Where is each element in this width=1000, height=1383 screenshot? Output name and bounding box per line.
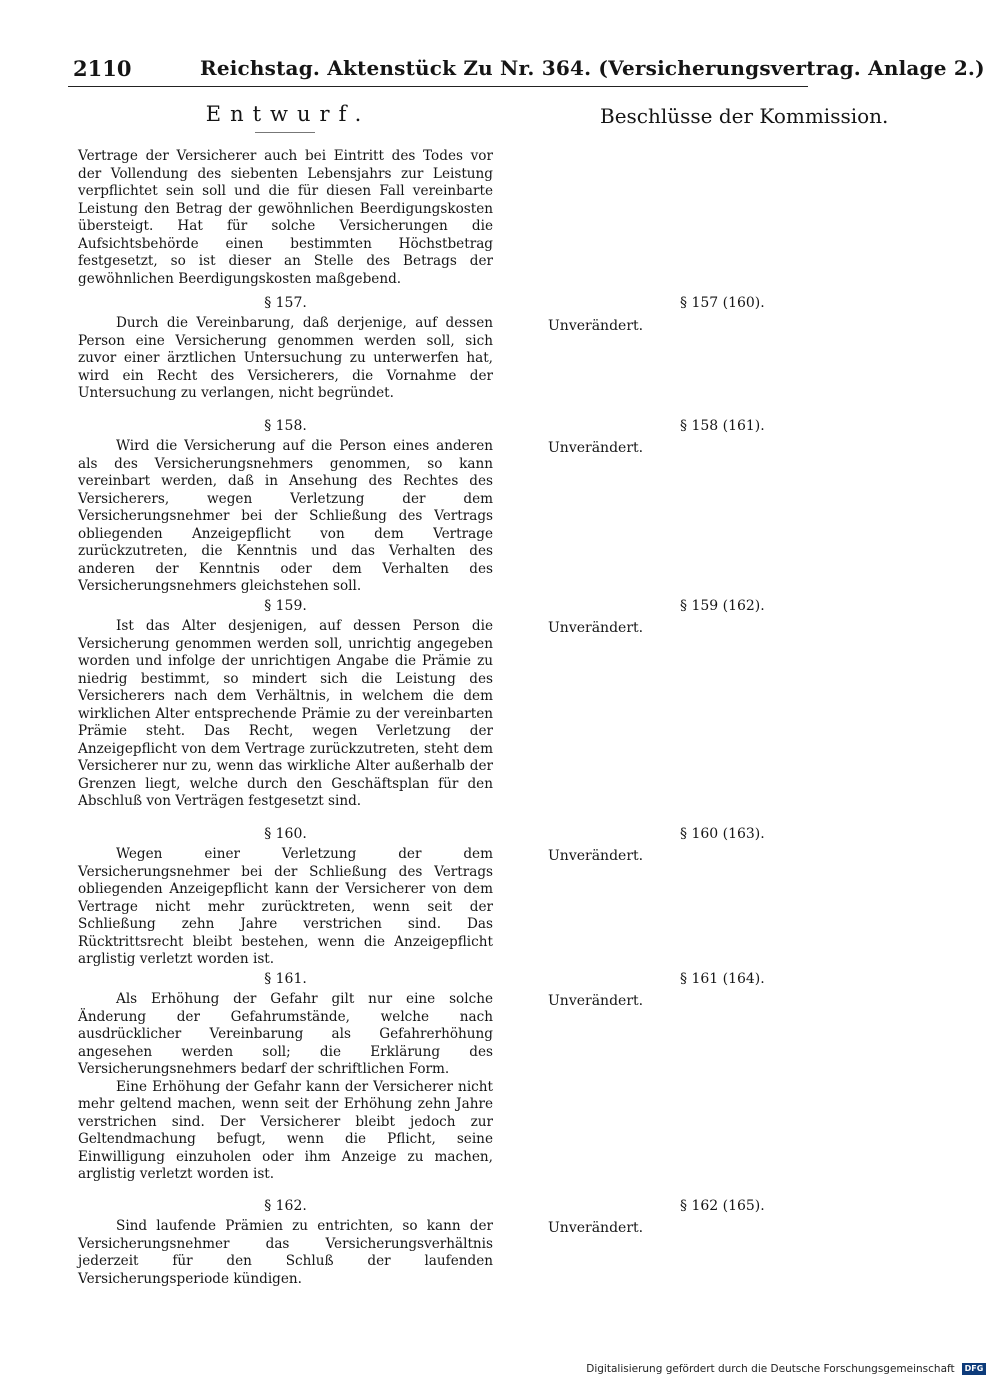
heading-rule — [255, 132, 315, 133]
commission-column-heading: Beschlüsse der Kommission. — [600, 104, 889, 128]
section-title: § 160. — [264, 826, 307, 842]
section-paragraph: Sind laufende Prämien zu entrichten, so kann der Versicherungsnehmer das Versicherungsverhältnis jederzeit für den Schluß der laufenden Versicherungsperiode kündigen. — [78, 1218, 493, 1287]
section-162 — [78, 1198, 493, 1288]
commission-status: Unverändert. — [548, 848, 644, 864]
section-paragraph: Durch die Vereinbarung, daß derjenige, auf dessen Person eine Versicherung genommen werden soll, sich zuvor einer ärztlichen Untersuchung zu unterwerfen hat, wird ein Recht des Versicherers, die Vornahme der Untersuchung zu verlangen, nicht begründet. — [78, 315, 493, 401]
dfg-logo: DFG — [962, 1363, 986, 1375]
intro-block — [78, 148, 493, 288]
credit-text: Digitalisierung gefördert durch die Deutsche Forschungsgemeinschaft — [586, 1363, 955, 1375]
intro-paragraph: Vertrage der Versicherer auch bei Eintritt des Todes vor der Vollendung des siebenten Lebensjahrs zur Leistung verpflichtet sein soll und die für diesen Fall vereinbarte Leistung den Betrag der gewöhnlichen Beerdigungskosten übersteigt. Hat für solche Versicherungen die Aufsichtsbehörde einen bestimmten Höchstbetrag festgesetzt, so ist dieser an Stelle des Betrags der gewöhnlichen Beerdigungskosten maßgebend. — [78, 148, 493, 287]
section-title: § 157. — [264, 295, 307, 311]
commission-status: Unverändert. — [548, 993, 644, 1009]
digitization-credit — [586, 1363, 986, 1375]
commission-section-title: § 159 (162). — [680, 598, 765, 614]
page-header — [68, 56, 985, 87]
section-title: § 159. — [264, 598, 307, 614]
commission-status: Unverändert. — [548, 318, 644, 334]
section-title: § 162. — [264, 1198, 307, 1214]
commission-section-title: § 161 (164). — [680, 971, 765, 987]
page-number: 2110 — [73, 56, 132, 81]
draft-column-heading: Entwurf. — [205, 102, 371, 126]
commission-status: Unverändert. — [548, 440, 644, 456]
section-157 — [78, 295, 493, 403]
section-title: § 161. — [264, 971, 307, 987]
section-paragraph: Als Erhöhung der Gefahr gilt nur eine solche Änderung der Gefahrumstände, welche nach ausdrücklicher Vereinbarung als Gefahrerhöhung angesehen werden soll; die Erklärung des Versicherungsnehmers bedarf der schriftlichen Form. — [78, 991, 493, 1077]
section-paragraph: Wird die Versicherung auf die Person eines anderen als des Versicherungsnehmers genommen, so kann vereinbart werden, daß in Ansehung des Rechtes des Versicherers, wegen Verletzung der dem Versicherungsnehmer bei der Schließung des Vertrags obliegenden Anzeigepflicht von dem Vertrage zurückzutreten, die Kenntnis und das Verhalten des anderen der Kenntnis oder dem Verhalten des Versicherungsnehmers gleichstehen soll. — [78, 438, 493, 594]
commission-section-title: § 157 (160). — [680, 295, 765, 311]
section-title: § 158. — [264, 418, 307, 434]
section-161 — [78, 971, 493, 1184]
section-160 — [78, 826, 493, 969]
section-158 — [78, 418, 493, 596]
commission-section-title: § 162 (165). — [680, 1198, 765, 1214]
section-159 — [78, 598, 493, 811]
section-paragraph: Eine Erhöhung der Gefahr kann der Versicherer nicht mehr geltend machen, wenn seit der Erhöhung zehn Jahre verstrichen sind. Der Versicherer bleibt jedoch zur Geltendmachung befugt, wenn die Pflicht, seine Einwilligung einzuholen oder ihm Anzeige zu machen, arglistig verletzt worden ist. — [78, 1078, 493, 1182]
section-paragraph: Ist das Alter desjenigen, auf dessen Person die Versicherung genommen werden soll, unrichtig angegeben worden und infolge der unrichtigen Angabe die Prämie zu niedrig bestimmt, so mindert sich die Leistung des Versicherers nach dem Verhältnis, in welchem die dem wirklichen Alter entsprechende Prämie zu der vereinbarten Prämie steht. Das Recht, wegen Verletzung der Anzeigepflicht von dem Vertrage zurückzutreten, steht dem Versicherer nur zu, wenn das wirkliche Alter außerhalb der Grenzen liegt, welche durch den Geschäftsplan für den Abschluß von Verträgen festgesetzt sind. — [78, 618, 493, 809]
commission-section-title: § 158 (161). — [680, 418, 765, 434]
commission-section-title: § 160 (163). — [680, 826, 765, 842]
running-title: Reichstag. Aktenstück Zu Nr. 364. (Versicherungsvertrag. Anlage 2.) — [200, 56, 985, 80]
commission-status: Unverändert. — [548, 1220, 644, 1236]
section-paragraph: Wegen einer Verletzung der dem Versicherungsnehmer bei der Schließung des Vertrags obliegenden Anzeigepflicht kann der Versicherer von dem Vertrage nicht mehr zurücktreten, wenn seit der Schließung zehn Jahre verstrichen sind. Das Rücktrittsrecht bleibt bestehen, wenn die Anzeigepflicht arglistig verletzt worden ist. — [78, 846, 493, 967]
commission-status: Unverändert. — [548, 620, 644, 636]
